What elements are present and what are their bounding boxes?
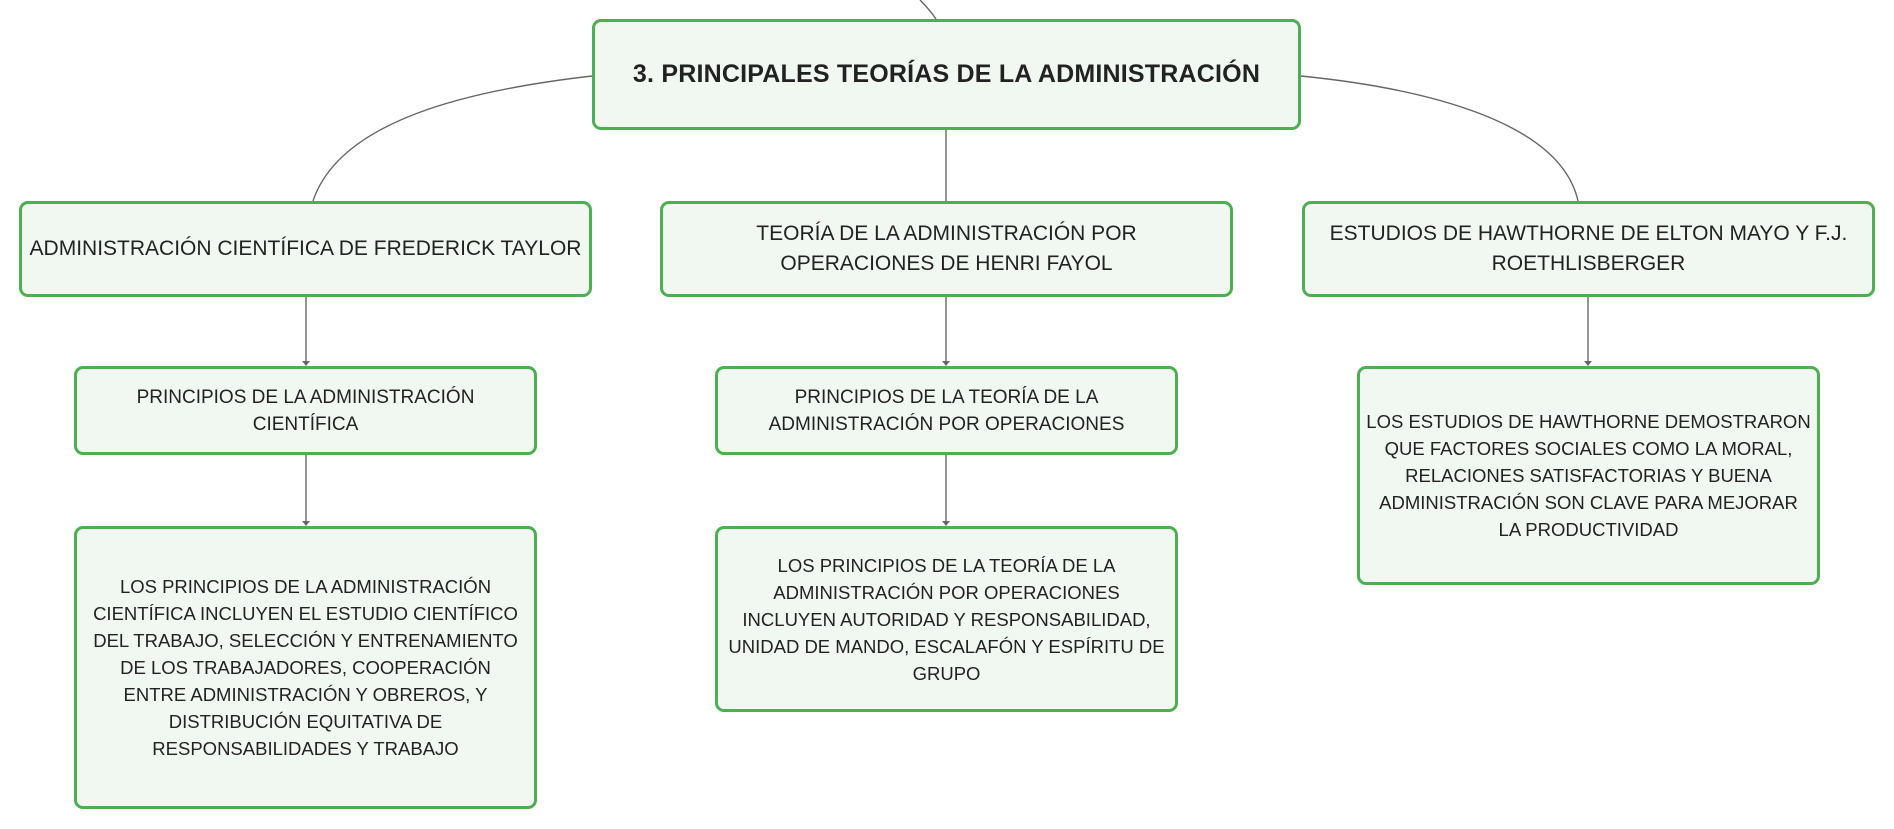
branch-hawthorne-label: ESTUDIOS DE HAWTHORNE DE ELTON MAYO Y F.J. ROETHLISBERGER [1329, 222, 1848, 275]
root-topic-node[interactable] [592, 19, 1301, 130]
connector-root-branch-3 [1301, 76, 1578, 201]
detail-taylor-label: LOS PRINCIPIOS DE LA ADMINISTRACIÓN CIENTÍFICA INCLUYEN EL ESTUDIO CIENTÍFICO DEL TRABAJO, SELECCIÓN Y ENTRENAMIENTO DE LOS TRABAJADORES, COOPERACIÓN ENTRE ADMINISTRACIÓN Y OBREROS, Y DISTRIBUCIÓN EQUITATIVA DE RESPONSABILIDADES Y TRABAJO [93, 576, 518, 759]
subtopic-fayol-principles-label: PRINCIPIOS DE LA TEORÍA DE LA ADMINISTRACIÓN POR OPERACIONES [768, 386, 1125, 435]
subtopic-fayol-principles-node[interactable] [715, 366, 1178, 455]
detail-taylor-node[interactable] [74, 526, 537, 809]
branch-taylor-label: ADMINISTRACIÓN CIENTÍFICA DE FREDERICK TAYLOR [29, 237, 582, 260]
detail-hawthorne-label: LOS ESTUDIOS DE HAWTHORNE DEMOSTRARON QUE FACTORES SOCIALES COMO LA MORAL, RELACIONES SATISFACTORIAS Y BUENA ADMINISTRACIÓN SON CLAVE PARA MEJORAR LA PRODUCTIVIDAD [1366, 411, 1811, 540]
branch-hawthorne-node[interactable] [1302, 201, 1875, 297]
connector-root-parent [920, 0, 936, 19]
detail-fayol-node[interactable] [715, 526, 1178, 712]
connector-root-branch-1 [313, 76, 592, 201]
detail-hawthorne-node[interactable] [1357, 366, 1820, 585]
branch-fayol-label: TEORÍA DE LA ADMINISTRACIÓN POR OPERACIONES DE HENRI FAYOL [756, 222, 1137, 275]
detail-fayol-label: LOS PRINCIPIOS DE LA TEORÍA DE LA ADMINISTRACIÓN POR OPERACIONES INCLUYEN AUTORIDAD Y RESPONSABILIDAD, UNIDAD DE MANDO, ESCALAFÓN Y ESPÍRITU DE GRUPO [728, 554, 1165, 684]
subtopic-taylor-principles-node[interactable] [74, 366, 537, 455]
root-topic-label: 3. PRINCIPALES TEORÍAS DE LA ADMINISTRACIÓN [632, 60, 1261, 88]
branch-taylor-node[interactable] [19, 201, 592, 297]
subtopic-taylor-principles-label: PRINCIPIOS DE LA ADMINISTRACIÓN CIENTÍFICA [136, 386, 475, 435]
branch-fayol-node[interactable] [660, 201, 1233, 297]
